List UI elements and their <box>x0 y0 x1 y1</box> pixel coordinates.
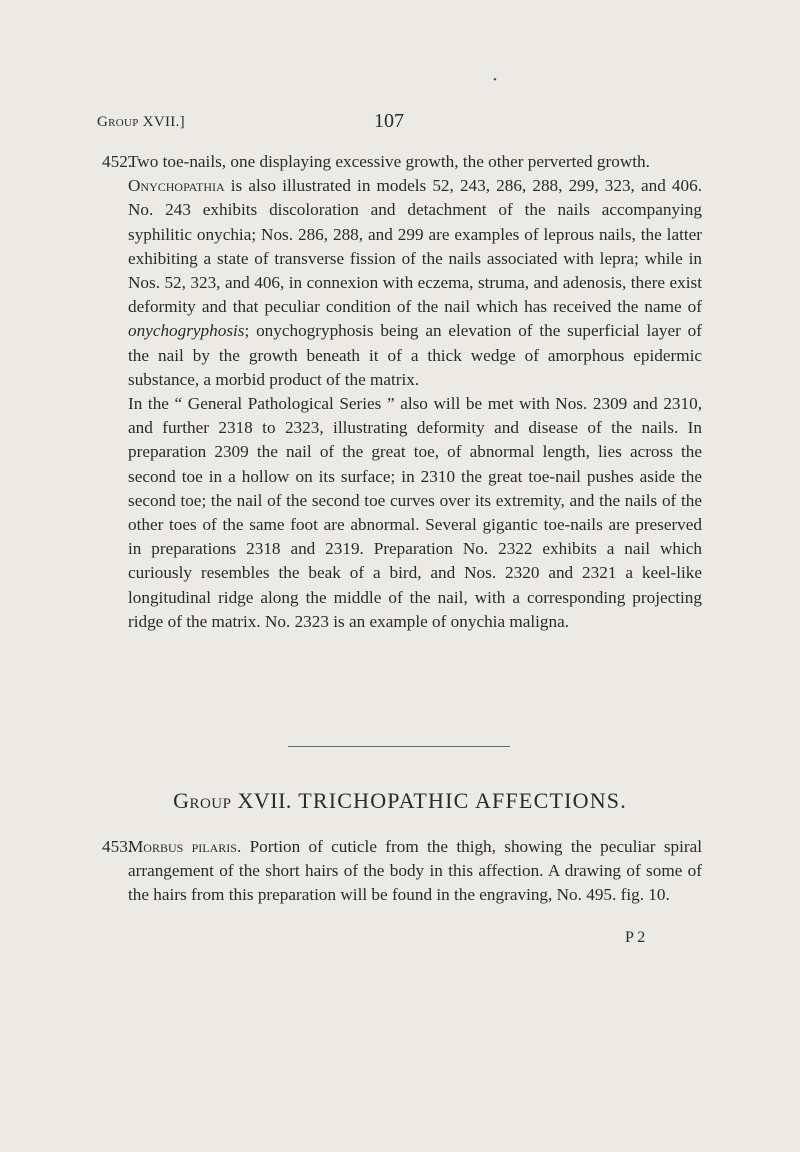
section-heading <box>0 788 800 814</box>
entry-453 <box>102 835 702 908</box>
section-divider <box>288 746 510 747</box>
entry-number: 452. <box>102 152 133 171</box>
term-onychopathia: Onychopathia <box>128 176 225 196</box>
entry-452-body <box>102 174 702 392</box>
entry-452-para2 <box>102 392 702 634</box>
entry-452-text-b: ; onychogryphosis being an elevation of the superficial layer of the nail by the growth beneath it of a thick wedge of amorphous epidermic substance, a morbid product of the matrix. <box>128 321 702 389</box>
running-head-group: Group <box>97 114 139 130</box>
entry-452 <box>102 150 702 634</box>
running-head <box>97 114 185 131</box>
entry-452-line1: Two toe-nails, one displaying excessive growth, the other perverted growth. <box>128 152 650 171</box>
entry-452-para2-text: In the “ General Pathological Series ” also will be met with Nos. 2309 and 2310, and further 2318 to 2323, illustrating deformity and disease of the nails. In preparation 2309 the nail of the great toe, of abnormal length, lies across the second toe in a hollow on its surface; in 2310 the great toe-nail pushes aside the second toe; the nail of the second toe curves over its extremity, and the nails of the other toes of the same foot are abnormal. Several gigantic toe-nails are preserved in preparations 2318 and 2319. Preparation No. 2322 exhibits a nail which curiously resembles the beak of a bird, and Nos. 2320 and 2321 a keel-like longitudinal ridge along the middle of the nail, with a corresponding projecting ridge of the matrix. No. 2323 is an example of onychia maligna. <box>128 394 702 631</box>
page-number: 107 <box>374 110 404 132</box>
term-onychogryphosis: onychogryphosis <box>128 321 245 341</box>
entry-453-body <box>102 835 702 908</box>
entry-452-text-a: is also illustrated in models 52, 243, 286, 288, 299, 323, and 406. No. 243 exhibits discoloration and detachment of the nails accompanying syphilitic onychia; Nos. 286, 288, and 299 are examples of leprous nails, the latter exhibiting a state of transverse fission of the nails associated with lepra; while in Nos. 52, 323, and 406, in connexion with eczema, struma, and adenosis, there exist deformity and that peculiar condition of the nail which has received the name of <box>128 176 702 317</box>
term-morbus-pilaris: Morbus pilaris. <box>128 837 242 856</box>
entry-453-text: Portion of cuticle from the thigh, showing the peculiar spiral arrangement of the short hairs of the body in this affection. A drawing of some of the hairs from this preparation will be found in the engraving, No. 495. fig. 10. <box>128 837 703 905</box>
section-group-label: Group XVII. <box>173 788 292 813</box>
running-head-group-number: XVII.] <box>142 114 185 130</box>
entry-number: 453. <box>102 837 133 856</box>
section-title: TRICHOPATHIC AFFECTIONS. <box>298 788 627 813</box>
signature-mark: P 2 <box>625 929 646 946</box>
print-mark: • <box>493 74 497 86</box>
entry-452-first-line <box>102 150 702 174</box>
